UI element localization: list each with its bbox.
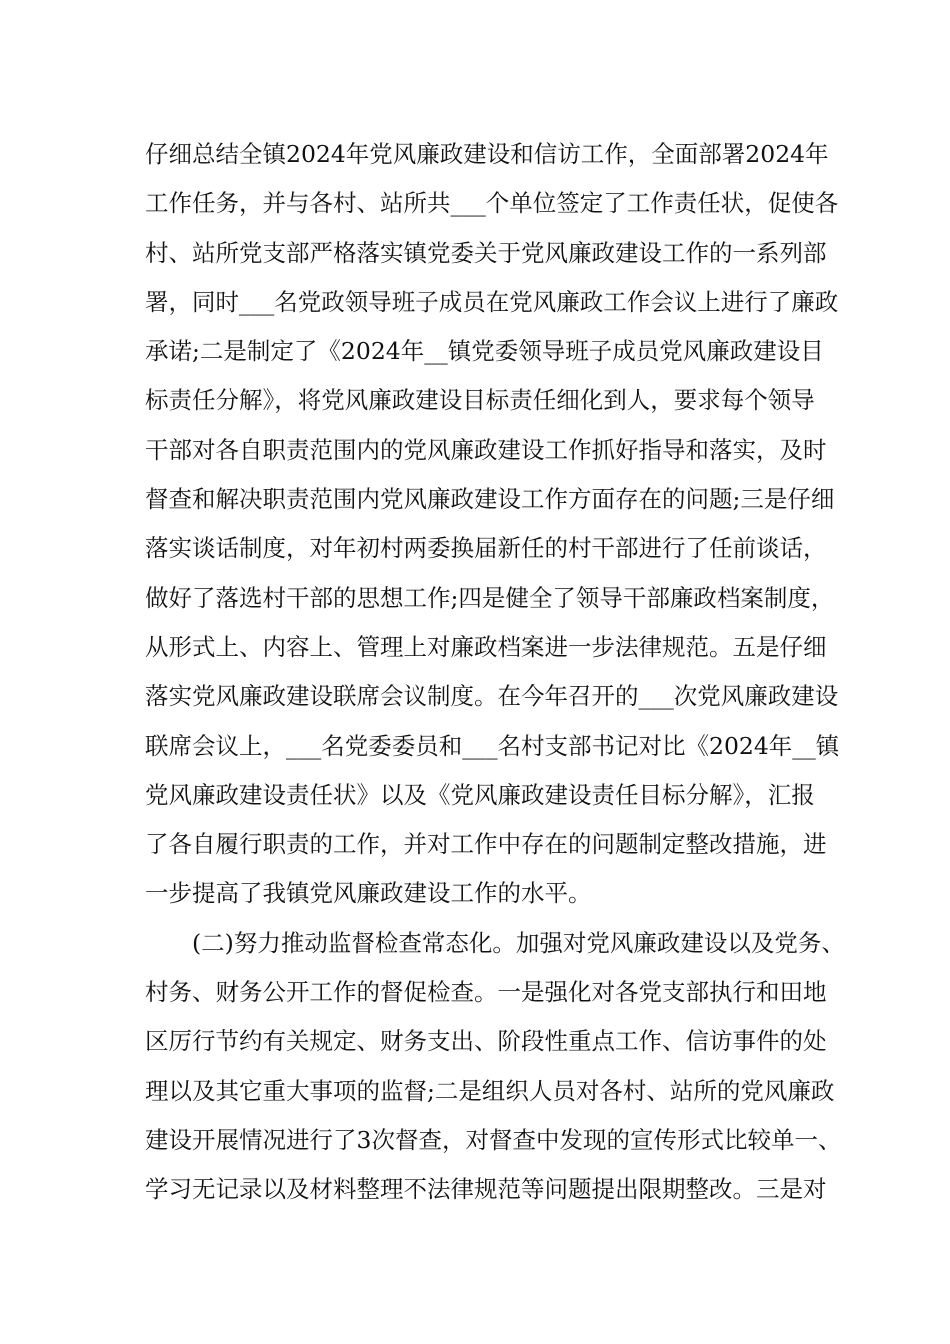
text-line: 理以及其它重大事项的监督;二是组织人员对各村、站所的党风廉政 xyxy=(145,1076,835,1105)
text-line: 做好了落选村干部的思想工作;四是健全了领导干部廉政档案制度， xyxy=(145,583,835,612)
body-text xyxy=(145,130,845,1215)
text-line: 建设开展情况进行了3次督查，对督查中发现的宣传形式比较单一、 xyxy=(145,1125,842,1154)
text-line: 督查和解决职责范围内党风廉政建设工作方面存在的问题;三是仔细 xyxy=(145,485,835,514)
text-line: 学习无记录以及材料整理不法律规范等问题提出限期整改。三是对 xyxy=(145,1175,827,1204)
text-line: 工作任务，并与各村、站所共___个单位签定了工作责任状，促使各 xyxy=(145,189,839,218)
text-line: 承诺;二是制定了《2024年__镇党委领导班子成员党风廉政建设目 xyxy=(145,337,824,366)
text-line: 一步提高了我镇党风廉政建设工作的水平。 xyxy=(145,879,592,908)
text-line: 落实谈话制度，对年初村两委换届新任的村干部进行了任前谈话， xyxy=(145,534,827,563)
text-line: 落实党风廉政建设联席会议制度。在今年召开的___次党风廉政建设 xyxy=(145,682,839,711)
text-line: 联席会议上，___名党委委员和___名村支部书记对比《2024年__镇 xyxy=(145,731,840,760)
text-line: 干部对各自职责范围内的党风廉政建设工作抓好指导和落实，及时 xyxy=(145,435,827,464)
paragraph-heading-line: (二)努力推动监督检查常态化。加强对党风廉政建设以及党务、 xyxy=(145,928,845,957)
text-line: 了各自履行职责的工作，并对工作中存在的问题制定整改措施，进 xyxy=(145,830,827,859)
text-line: 党风廉政建设责任状》以及《党风廉政建设责任目标分解》，汇报 xyxy=(145,780,815,809)
text-line: 村、站所党支部严格落实镇党委关于党风廉政建设工作的一系列部 xyxy=(145,238,827,267)
text-line: 署，同时___名党政领导班子成员在党风廉政工作会议上进行了廉政 xyxy=(145,287,839,316)
text-line: 村务、财务公开工作的督促检查。一是强化对各党支部执行和田地 xyxy=(145,978,827,1007)
text-line: 仔细总结全镇2024年党风廉政建设和信访工作，全面部署2024年 xyxy=(145,140,829,168)
text-line: 标责任分解》，将党风廉政建设目标责任细化到人，要求每个领导 xyxy=(145,386,815,415)
text-line: 从形式上、内容上、管理上对廉政档案进一步法律规范。五是仔细 xyxy=(145,632,827,661)
text-line: 区厉行节约有关规定、财务支出、阶段性重点工作、信访事件的处 xyxy=(145,1027,827,1056)
